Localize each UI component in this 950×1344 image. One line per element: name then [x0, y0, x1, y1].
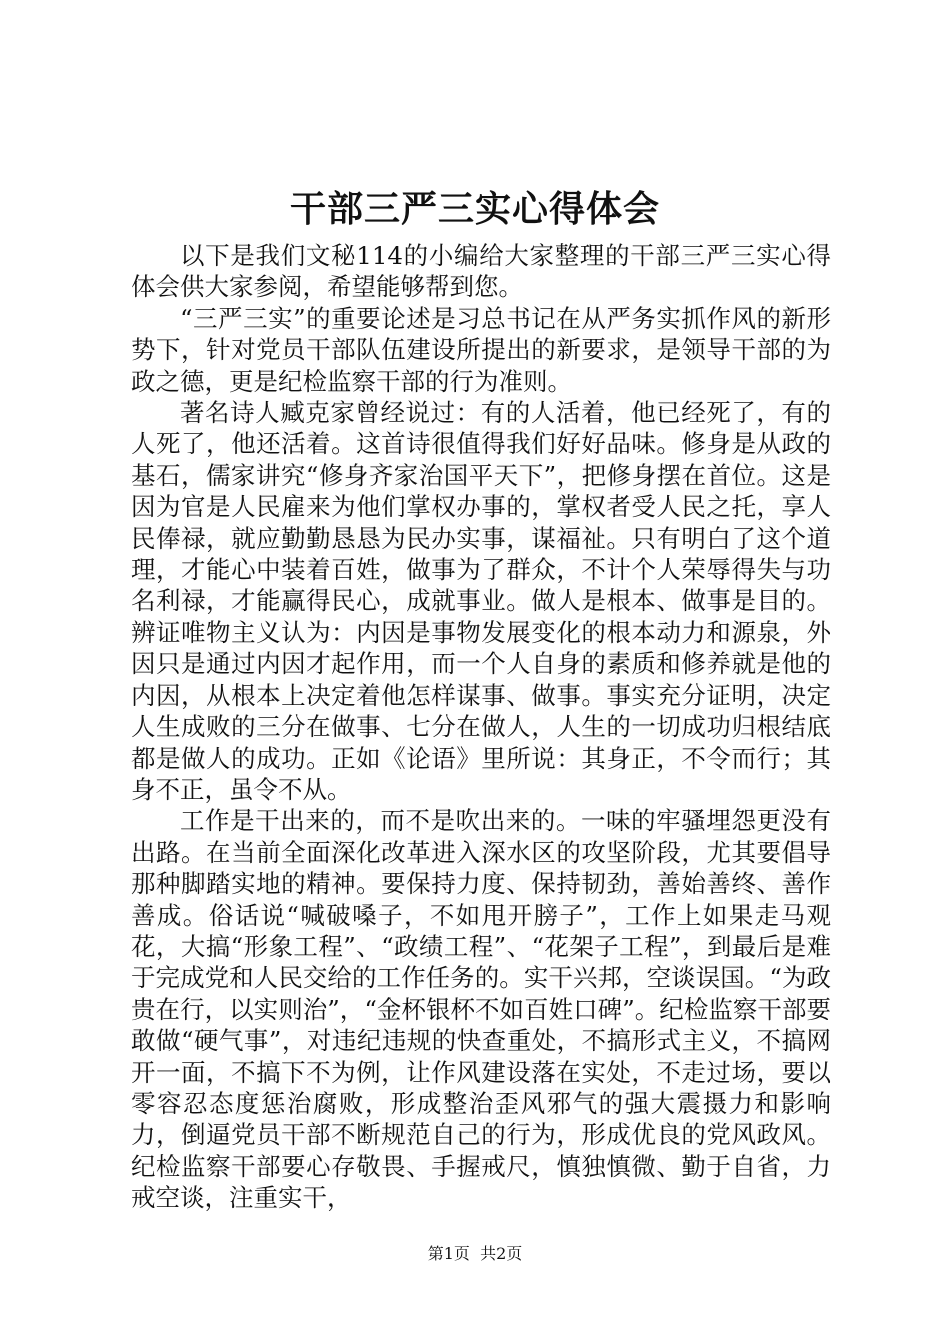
paragraph-3: 著名诗人臧克家曾经说过：有的人活着，他已经死了，有的人死了，他还活着。这首诗很值得我们好好品味。修身是从政的基石，儒家讲究“修身齐家治国平天下”，把修身摆在首位。这是因为官是人民雇来为他们掌权办事的，掌权者受人民之托，享人民俸禄，就应勤勤恳恳为民办实事，谋福祉。只有明白了这个道理，才能心中装着百姓，做事为了群众，不计个人荣辱得失与功名利禄，才能赢得民心，成就事业。做人是根本、做事是目的。辨证唯物主义认为：内因是事物发展变化的根本动力和源泉，外因只是通过内因才起作用，而一个人自身的素质和修养就是他的内因，从根本上决定着他怎样谋事、做事。事实充分证明，决定人生成败的三分在做事、七分在做人，人生的一切成功归根结底都是做人的成功。正如《论语》里所说：其身正，不令而行；其身不正，虽令不从。: [131, 398, 831, 804]
page-total: 共2页: [480, 1244, 523, 1263]
document-title: 干部三严三实心得体会: [289, 188, 660, 230]
paragraph-intro: 以下是我们文秘114的小编给大家整理的干部三严三实心得体会供大家参阅，希望能够帮到您。: [131, 241, 831, 302]
footer-separator: [470, 1244, 480, 1263]
page-footer: [0, 1243, 950, 1265]
paragraph-2: “三严三实”的重要论述是习总书记在从严务实抓作风的新形势下，针对党员干部队伍建设所提出的新要求，是领导干部的为政之德，更是纪检监察干部的行为准则。: [131, 303, 831, 396]
paragraph-4: 工作是干出来的，而不是吹出来的。一味的牢骚埋怨更没有出路。在当前全面深化改革进入深水区的攻坚阶段，尤其要倡导那种脚踏实地的精神。要保持力度、保持韧劲，善始善终、善作善成。俗话说“喊破嗓子，不如甩开膀子”，工作上如果走马观花，大搞“形象工程”、“政绩工程”、“花架子工程”，到最后是难于完成党和人民交给的工作任务的。实干兴邦，空谈误国。“为政贵在行，以实则治”，“金杯银杯不如百姓口碑”。纪检监察干部要敢做“硬气事”，对违纪违规的快查重处，不搞形式主义，不搞网开一面，不搞下不为例，让作风建设落在实处，不走过场，要以零容忍态度惩治腐败，形成整治歪风邪气的强大震摄力和影响力，倒逼党员干部不断规范自己的行为，形成优良的党风政风。纪检监察干部要心存敬畏、手握戒尺，慎独慎微、勤于自省，力戒空谈，注重实干，: [131, 806, 831, 1213]
document-body: [131, 240, 831, 1214]
page-number: 第1页: [427, 1244, 470, 1263]
